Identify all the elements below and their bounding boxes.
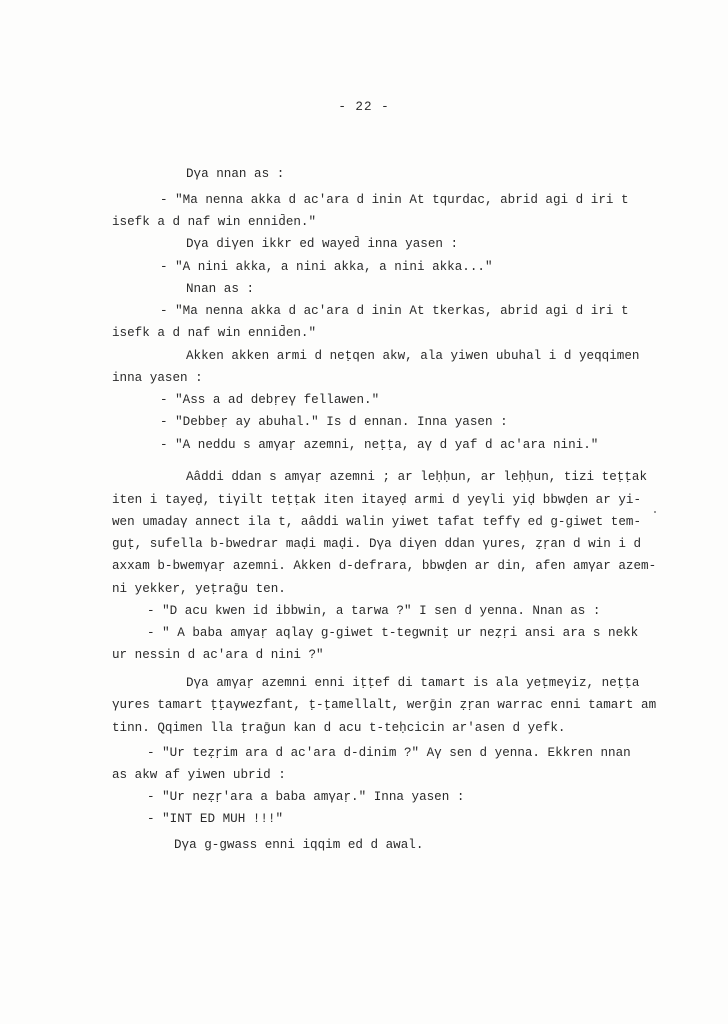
text-line: isefk a d naf win ennid̄en." bbox=[112, 215, 317, 229]
text-line: ur nessin d ac'ara d nini ?" bbox=[112, 648, 324, 662]
text-line: - "A nini akka, a nini akka, a nini akka..." bbox=[160, 260, 493, 274]
text-line: - "Ur teẓṛim ara d ac'ara d-dinim ?" Aγ sen d yenna. Ekkren nnan bbox=[147, 746, 631, 760]
text-line: Dγa diγen ikkr ed wayed̄ inna yasen : bbox=[186, 237, 459, 251]
text-line: axxam b-bwemγaṛ azemni. Akken d-defrara, bbwḍen ar din, afen amγar azem- bbox=[112, 559, 657, 573]
text-line: - "Ur neẓṛ'ara a baba amγaṛ." Inna yasen : bbox=[147, 790, 465, 804]
text-line: isefk a d naf win ennid̄en." bbox=[112, 326, 317, 340]
text-line: - "A neddu s amγaṛ azemni, neṭṭa, aγ d yaf d ac'ara nini." bbox=[160, 438, 599, 452]
text-line: Akken akken armi d neṭqen akw, ala yiwen ubuhal i d yeqqimen bbox=[186, 349, 640, 363]
text-line: iten i tayeḍ, tiγilt teṭṭak iten itayeḍ armi d yeγli yiḍ bbwḍen ar yi- bbox=[112, 493, 642, 507]
text-line: - " A baba amγaṛ aqlaγ g-giwet t-tegwniṭ ur neẓṛi ansi ara s nekk bbox=[147, 626, 639, 640]
text-line: - "INT ED MUH !!!" bbox=[147, 812, 284, 826]
text-line: as akw af yiwen ubrid : bbox=[112, 768, 286, 782]
text-line: tinn. Qqimen lla ṭraḡun kan d acu t-teḥcicin ar'asen d yefk. bbox=[112, 721, 566, 735]
text-line: - "Ma nenna akka d ac'ara d inin At tkerkas, abrid agi d iri t bbox=[160, 304, 629, 318]
text-line: - "Ma nenna akka d ac'ara d inin At tqurdac, abrid agi d iri t bbox=[160, 193, 629, 207]
text-line: wen umadaγ annect ila t, aâddi walin yiwet tafat teffγ ed g-giwet tem- bbox=[112, 515, 642, 529]
text-line: ni yekker, yeṭraḡu ten. bbox=[112, 582, 286, 596]
text-line: - "Ass a ad debṛeγ fellawen." bbox=[160, 393, 380, 407]
text-line: Aâddi ddan s amγaṛ azemni ; ar leḥḥun, ar leḥḥun, tizi teṭṭak bbox=[186, 470, 648, 484]
text-line: - "D acu kwen id ibbwin, a tarwa ?" I sen d yenna. Nnan as : bbox=[147, 604, 601, 618]
page-number: - 22 - bbox=[338, 100, 390, 114]
text-line: Dγa amγaṛ azemni enni iṭṭef di tamart is ala yeṭmeγiz, neṭṭa bbox=[186, 676, 640, 690]
text-line: Dγa g-gwass enni iqqim ed d awal. bbox=[174, 838, 424, 852]
text-line: inna yasen : bbox=[112, 371, 203, 385]
text-line: - "Debbeṛ ay abuhal." Is d ennan. Inna yasen : bbox=[160, 415, 508, 429]
text-line: Dγa nnan as : bbox=[186, 167, 285, 181]
text-line: guṭ, sufella b-bwedrar maḍi maḍi. Dγa diγen ddan γures, ẓṛan d win i d bbox=[112, 537, 642, 551]
paper-speck bbox=[654, 511, 656, 513]
text-line: γures tamart ṭṭaγwezfant, ṭ-ṭamellalt, werḡin ẓṛan warrac enni tamart am bbox=[112, 698, 657, 712]
text-line: Nnan as : bbox=[186, 282, 255, 296]
